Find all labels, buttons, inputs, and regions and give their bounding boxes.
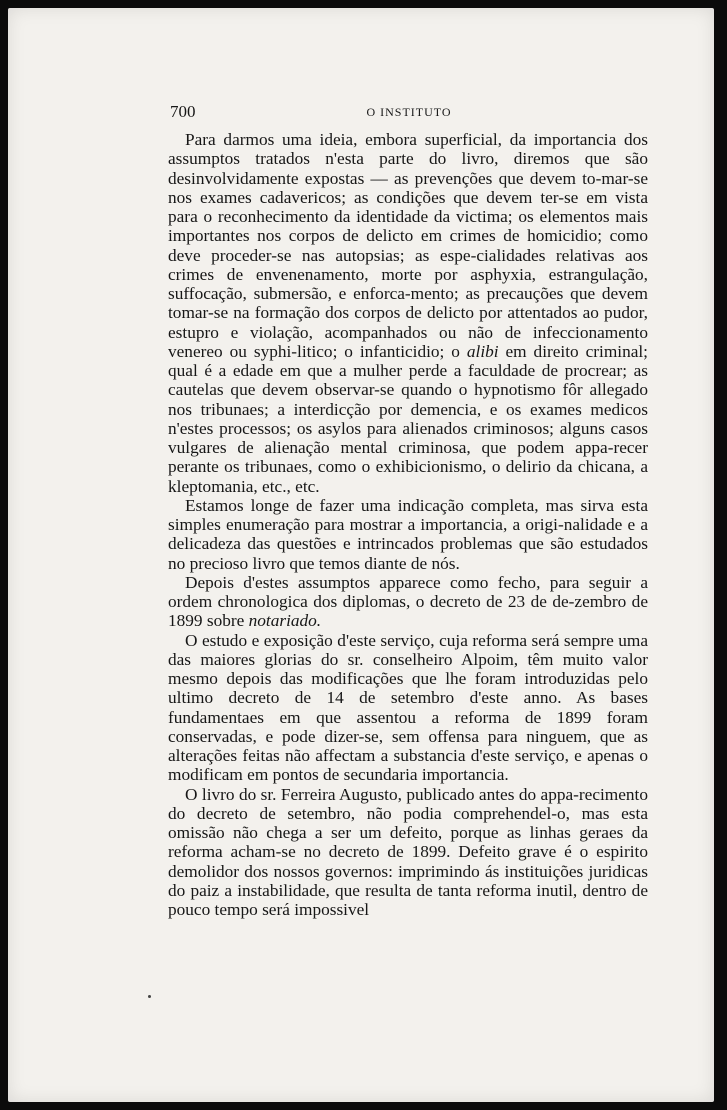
book-page [8,8,714,1102]
ink-speck [148,995,151,998]
paragraph-3: Depois d'estes assumptos apparece como fecho, para seguir a ordem chronologica dos diplomas, o decreto de 23 de de-zembro de 1899 sobre notariado. [168,572,648,631]
paragraph-5: O livro do sr. Ferreira Augusto, publicado antes do appa-recimento do decreto de setembro, não podia comprehendel-o, mas esta omissão não chega a ser um defeito, porque as linhas geraes da reforma acham-se no decreto de 1899. Defeito grave é o espirito demolidor dos nossos governos: imprimindo ás instituições juridicas do paiz a instabilidade, que resulta de tanta reforma inutil, dentro de pouco tempo será impossivel [168,784,648,919]
body-text [168,130,648,919]
paragraph-1: Para darmos uma ideia, embora superficial, da importancia dos assumptos tratados n'esta parte do livro, diremos que são desinvolvidamente expostas — as prevenções que devem to-mar-se nos exames cadavericos; as condições que devem ter-se em vista para o reconhecimento da identidade da victima; os elementos mais importantes nos corpos de delicto em crimes de homicidio; como deve proceder-se nas autopsias; as espe-cialidades relativas aos crimes de envenenamento, morte por asphyxia, estrangulação, suffocação, submersão, e enforca-mento; as precauções que devem tomar-se na formação dos corpos de delicto por attentados ao pudor, estupro e violação, acompanhados ou não de infeccionamento venereo ou syphi-litico; o infanticidio; o alibi em direito criminal; qual é a edade em que a mulher perde a faculdade de procrear; as cautelas que devem observar-se quando o hypnotismo fôr allegado nos tribunaes; a interdicção por demencia, e os exames medicos n'estes processos; os asylos para alienados criminosos; alguns casos vulgares de alienação mental criminosa, que podem appa-recer perante os tribunaes, como o exhibicionismo, o delirio da chicana, a kleptomania, etc., etc. [168,130,648,496]
italic-alibi: alibi [466,341,499,361]
running-title: O INSTITUTO [366,105,452,119]
italic-notariado: notariado. [248,611,322,631]
page-header [170,102,648,122]
page-number: 700 [170,102,196,121]
paragraph-4: O estudo e exposição d'este serviço, cuja reforma será sempre uma das maiores glorias do sr. conselheiro Alpoim, têm muito valor mesmo depois das modificações que lhe foram introduzidas pelo ultimo decreto de 14 de setembro d'este anno. As bases fundamentaes em que assentou a reforma de 1899 foram conservadas, e pode dizer-se, sem offensa para ninguem, que as alterações feitas não affectam a substancia d'este serviço, e apenas o modificam em pontos de secundaria importancia. [168,630,648,785]
paragraph-2: Estamos longe de fazer uma indicação completa, mas sirva esta simples enumeração para mostrar a importancia, a origi-nalidade e a delicadeza das questões e intrincados problemas que são estudados no precioso livro que temos diante de nós. [168,495,648,573]
